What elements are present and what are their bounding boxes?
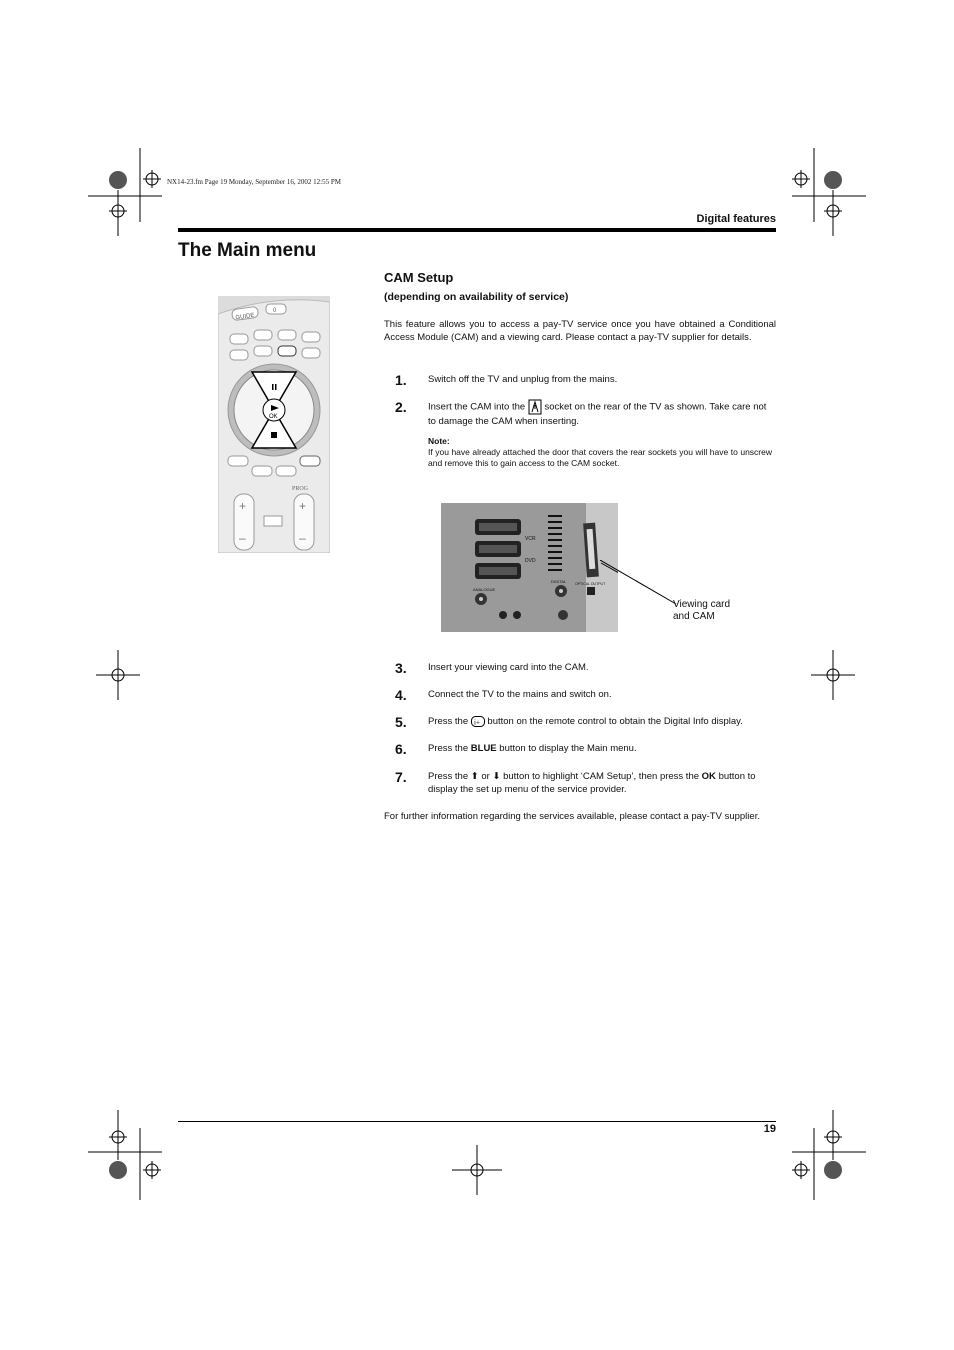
info-button-icon — [471, 716, 485, 727]
zero-label: 0 — [273, 308, 277, 314]
top-rule — [178, 228, 776, 232]
section-label: Digital features — [696, 213, 776, 225]
cam-subheading: (depending on availability of service) — [384, 291, 569, 303]
step-text: Insert the CAM into the socket on the rear of the TV as shown. Take care not to damage the CAM when inserting. — [428, 399, 774, 428]
remote-control-image — [218, 296, 330, 553]
step-number: 4. — [395, 687, 407, 703]
guide-label: GUIDE — [235, 312, 255, 322]
svg-text:i+: i+ — [473, 718, 480, 727]
step-text: Connect the TV to the mains and switch on. — [428, 689, 612, 700]
step-number: 7. — [395, 769, 407, 785]
step-number: 6. — [395, 741, 407, 757]
cam-socket-icon — [528, 399, 542, 415]
step-number: 2. — [395, 399, 407, 415]
vcr-label: VCR — [525, 536, 536, 542]
tv-rear-panel-image — [441, 503, 618, 632]
dvd-label: DVD — [525, 558, 536, 564]
outro-paragraph: For further information regarding the services available, please contact a pay-TV supplier. — [384, 811, 760, 822]
up-arrow-icon: ⬆ — [470, 771, 479, 782]
svg-text:–: – — [239, 531, 246, 545]
down-arrow-icon: ⬇ — [492, 771, 501, 782]
svg-text:+: + — [239, 499, 247, 513]
note-heading: Note: — [428, 436, 450, 446]
intro-paragraph: This feature allows you to access a pay-TV service once you have obtained a Conditional Access Module (CAM) and a viewing card. Please contact a pay-TV supplier for details. — [384, 319, 776, 343]
step-number: 1. — [395, 372, 407, 388]
bottom-rule — [178, 1121, 776, 1122]
ok-label: OK — [269, 414, 278, 420]
note-text: If you have already attached the door that covers the rear sockets you will have to unscrew and remove this to gain access to the CAM socket. — [428, 447, 772, 468]
step-text: Insert your viewing card into the CAM. — [428, 662, 589, 673]
step-number: 3. — [395, 660, 407, 676]
step-number: 5. — [395, 714, 407, 730]
step-text: Press the i+ button on the remote control to obtain the Digital Info display. — [428, 716, 743, 727]
optical-label: OPTICAL OUTPUT — [575, 582, 606, 586]
prog-label: PROG — [292, 486, 309, 492]
cam-heading: CAM Setup — [384, 270, 454, 285]
step-text: Press the ⬆ or ⬇ button to highlight ‘CAM Setup’, then press the OK button to display the set up menu of the service provider. — [428, 771, 756, 795]
digital-label: DIGITAL — [551, 579, 567, 584]
file-slug: NX14-23.fm Page 19 Monday, September 16, 2002 12:55 PM — [167, 178, 341, 186]
svg-text:–: – — [299, 531, 306, 545]
callout-line — [600, 560, 680, 610]
page-title: The Main menu — [178, 240, 317, 261]
step-text: Press the BLUE button to display the Main menu. — [428, 743, 637, 754]
page-number: 19 — [763, 1123, 776, 1135]
image-caption: Viewing card and CAM — [673, 599, 731, 622]
svg-text:+: + — [299, 499, 307, 513]
step-text: Switch off the TV and unplug from the mains. — [428, 374, 618, 385]
analogue-label: ANALOGUE — [473, 587, 496, 592]
